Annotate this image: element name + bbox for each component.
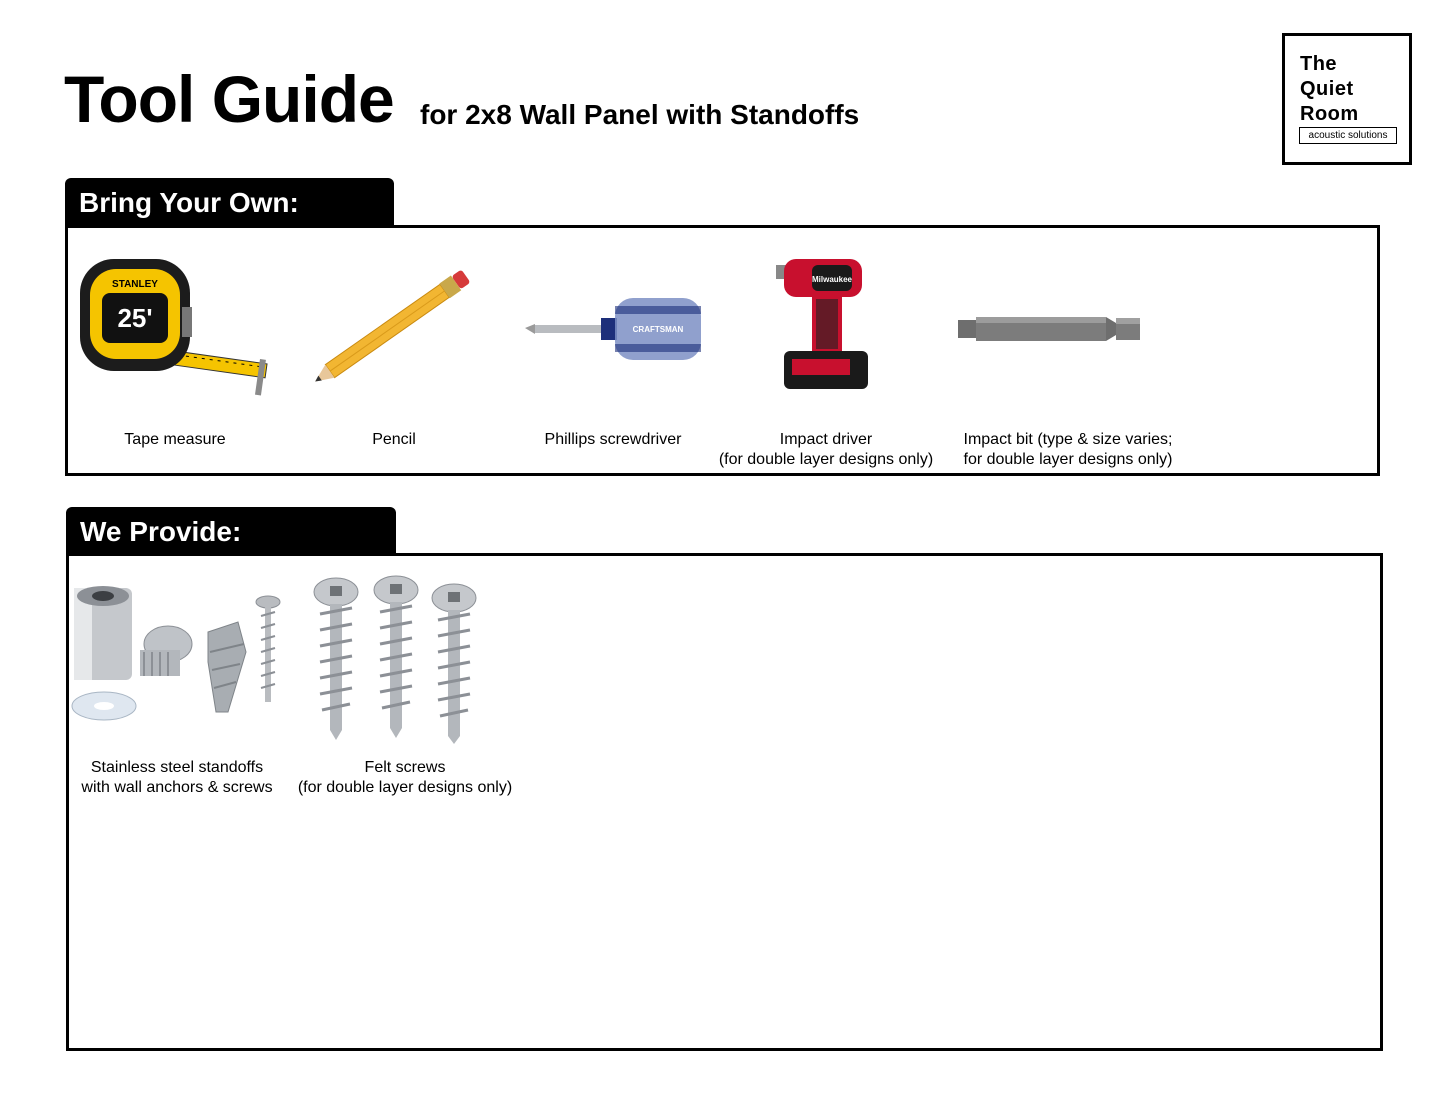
caption-line: (for double layer designs only) (718, 451, 934, 468)
company-logo (1282, 33, 1412, 165)
felt-screws-icon (310, 574, 482, 744)
caption-line: Pencil (372, 431, 416, 448)
tape-brand: STANLEY (112, 279, 158, 290)
caption-line: with wall anchors & screws (81, 779, 273, 796)
pencil-caption (372, 430, 416, 450)
caption-line: Impact bit (type & size varies; (963, 431, 1173, 448)
page-title: Tool Guide (64, 62, 394, 136)
caption-line: for double layer designs only) (963, 451, 1173, 468)
caption-line: (for double layer designs only) (297, 779, 513, 796)
impact-driver-icon (776, 255, 872, 395)
caption-line: Tape measure (124, 431, 226, 448)
caption-line: Stainless steel standoffs (90, 759, 264, 776)
page-subtitle: for 2x8 Wall Panel with Standoffs (420, 99, 860, 130)
driver-brand: Milwaukee (811, 275, 853, 284)
phillips-screwdriver-caption (545, 430, 682, 450)
phillips-screwdriver-icon (523, 292, 708, 367)
logo-name-line: Quiet (1300, 78, 1354, 100)
standoff-hardware-icon (68, 582, 283, 727)
bring-your-own-heading: Bring Your Own: (65, 178, 394, 228)
impact-driver-caption (719, 430, 933, 470)
tape-size: 25' (117, 303, 153, 333)
caption-line: Impact driver (779, 431, 873, 448)
logo-tagline: acoustic solutions (1299, 127, 1397, 144)
screwdriver-brand: CRAFTSMAN (632, 325, 684, 334)
tape-measure-icon (78, 255, 274, 400)
standoff-hardware-caption (81, 758, 272, 798)
logo-name-line: The (1300, 53, 1338, 75)
felt-screws-caption (298, 758, 512, 798)
tape-measure-caption (124, 430, 225, 450)
caption-line: Felt screws (364, 759, 446, 776)
logo-name-line: Room (1300, 103, 1359, 125)
caption-line: Phillips screwdriver (544, 431, 682, 448)
logo-name (1300, 52, 1359, 127)
impact-bit-caption (963, 430, 1172, 470)
pencil-icon (296, 265, 491, 390)
impact-bit-icon (956, 312, 1142, 346)
we-provide-heading: We Provide: (66, 507, 396, 557)
